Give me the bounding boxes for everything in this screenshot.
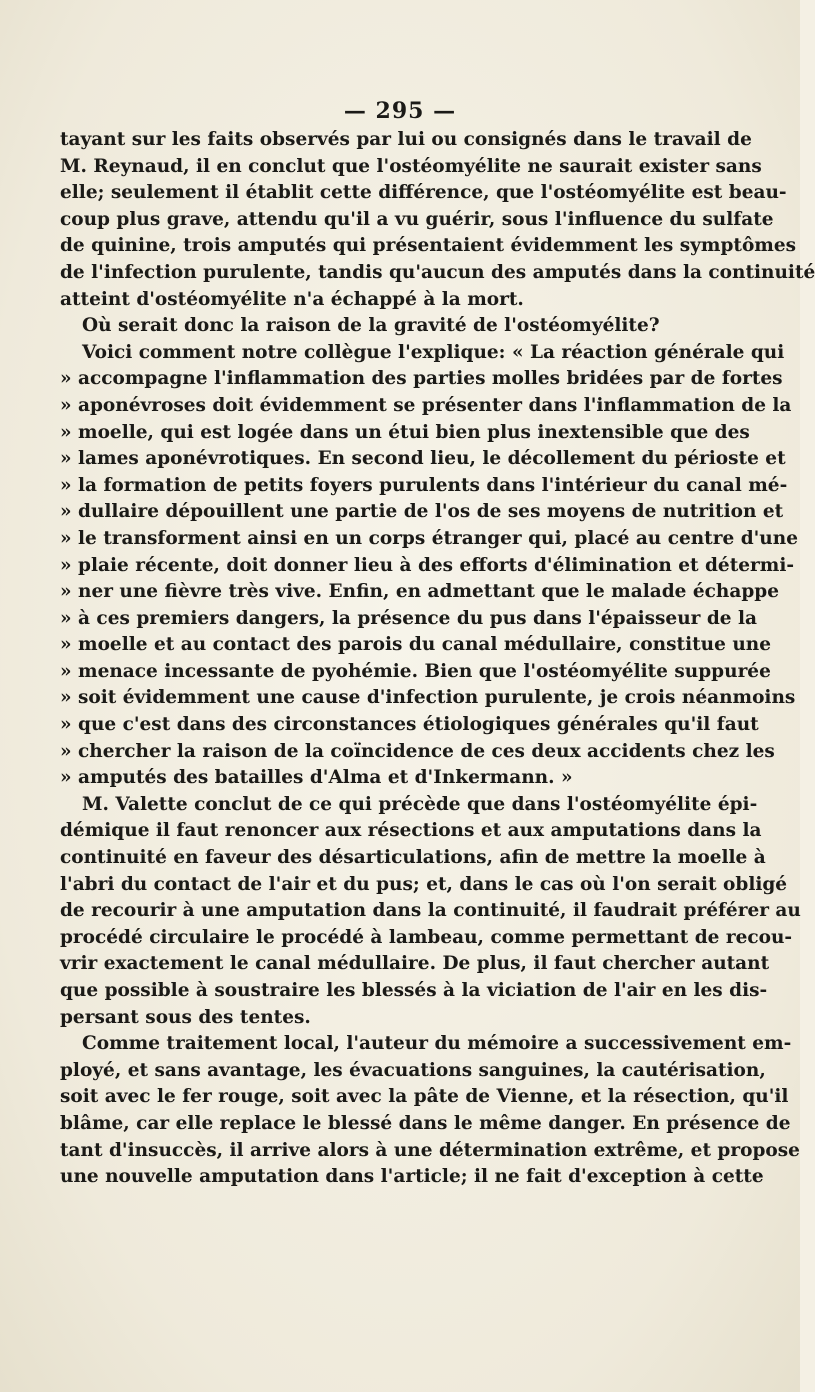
text-line: » amputés des batailles d'Alma et d'Inkermann. »: [60, 767, 573, 789]
text-line: » moelle, qui est logée dans un étui bien plus inextensible que des: [60, 421, 750, 443]
text-line: » à ces premiers dangers, la présence du pus dans l'épaisseur de la: [60, 607, 758, 629]
text-line: soit avec le fer rouge, soit avec la pâte de Vienne, et la résection, qu'il: [60, 1086, 789, 1108]
text-line: que possible à soustraire les blessés à la viciation de l'air en les dis-: [60, 980, 768, 1001]
text-line: coup plus grave, attendu qu'il a vu guérir, sous l'influence du sulfate: [60, 208, 774, 230]
text-line: » accompagne l'inflammation des parties molles bridées par de fortes: [60, 368, 783, 390]
text-line: de quinine, trois amputés qui présentaient évidemment les symptômes: [60, 235, 797, 257]
text-line: tant d'insuccès, il arrive alors à une détermination extrême, et propose: [60, 1139, 800, 1161]
text-line: Où serait donc la raison de la gravité de l'ostéomyélite?: [82, 315, 660, 337]
text-line: ployé, et sans avantage, les évacuations sanguines, la cautérisation,: [60, 1059, 766, 1081]
text-line: elle; seulement il établit cette différence, que l'ostéomyélite est beau-: [60, 182, 787, 204]
text-line: blâme, car elle replace le blessé dans le même danger. En présence de: [60, 1112, 791, 1134]
page-number: — 295 —: [343, 98, 457, 124]
text-line: » soit évidemment une cause d'infection purulente, je crois néanmoins: [60, 687, 796, 709]
text-line: M. Valette conclut de ce qui précède que dans l'ostéomyélite épi-: [82, 793, 758, 815]
text-line: » plaie récente, doit donner lieu à des efforts d'élimination et détermi-: [60, 554, 795, 576]
text-line: » moelle et au contact des parois du canal médullaire, constitue une: [60, 634, 771, 656]
text-line: une nouvelle amputation dans l'article; il ne fait d'exception à cette: [60, 1166, 764, 1188]
text-line: » lames aponévrotiques. En second lieu, le décollement du périoste et: [60, 448, 786, 470]
text-line: l'abri du contact de l'air et du pus; et, dans le cas où l'on serait obligé: [60, 873, 788, 895]
text-line: M. Reynaud, il en conclut que l'ostéomyélite ne saurait exister sans: [60, 155, 762, 177]
text-line: » menace incessante de pyohémie. Bien que l'ostéomyélite suppurée: [60, 660, 771, 682]
text-line: » ner une fièvre très vive. Enfin, en admettant que le malade échappe: [60, 581, 779, 603]
text-line: » la formation de petits foyers purulents dans l'intérieur du canal mé-: [60, 474, 788, 496]
text-line: persant sous des tentes.: [60, 1006, 311, 1028]
text-line: tayant sur les faits observés par lui ou consignés dans le travail de: [60, 129, 752, 150]
text-line: procédé circulaire le procédé à lambeau, comme permettant de recou-: [60, 926, 793, 948]
text-line: » le transforment ainsi en un corps étranger qui, placé au centre d'une: [60, 527, 798, 549]
body-text: [60, 127, 815, 1191]
text-line: Voici comment notre collègue l'explique: « La réaction générale qui: [82, 341, 785, 363]
text-line: » aponévroses doit évidemment se présenter dans l'inflammation de la: [60, 394, 792, 416]
text-line: vrir exactement le canal médullaire. De plus, il faut chercher autant: [60, 953, 770, 975]
text-line: de recourir à une amputation dans la continuité, il faudrait préférer au: [60, 900, 801, 922]
text-line: de l'infection purulente, tandis qu'aucun des amputés dans la continuité: [60, 261, 815, 283]
text-line: démique il faut renoncer aux résections et aux amputations dans la: [60, 820, 762, 842]
text-line: » chercher la raison de la coïncidence de ces deux accidents chez les: [60, 740, 775, 762]
text-line: continuité en faveur des désarticulations, afin de mettre la moelle à: [60, 847, 766, 869]
text-line: Comme traitement local, l'auteur du mémoire a successivement em-: [82, 1033, 792, 1055]
text-line: atteint d'ostéomyélite n'a échappé à la mort.: [60, 288, 524, 310]
text-line: » dullaire dépouillent une partie de l'os de ses moyens de nutrition et: [60, 501, 784, 523]
text-line: » que c'est dans des circonstances étiologiques générales qu'il faut: [60, 714, 759, 736]
